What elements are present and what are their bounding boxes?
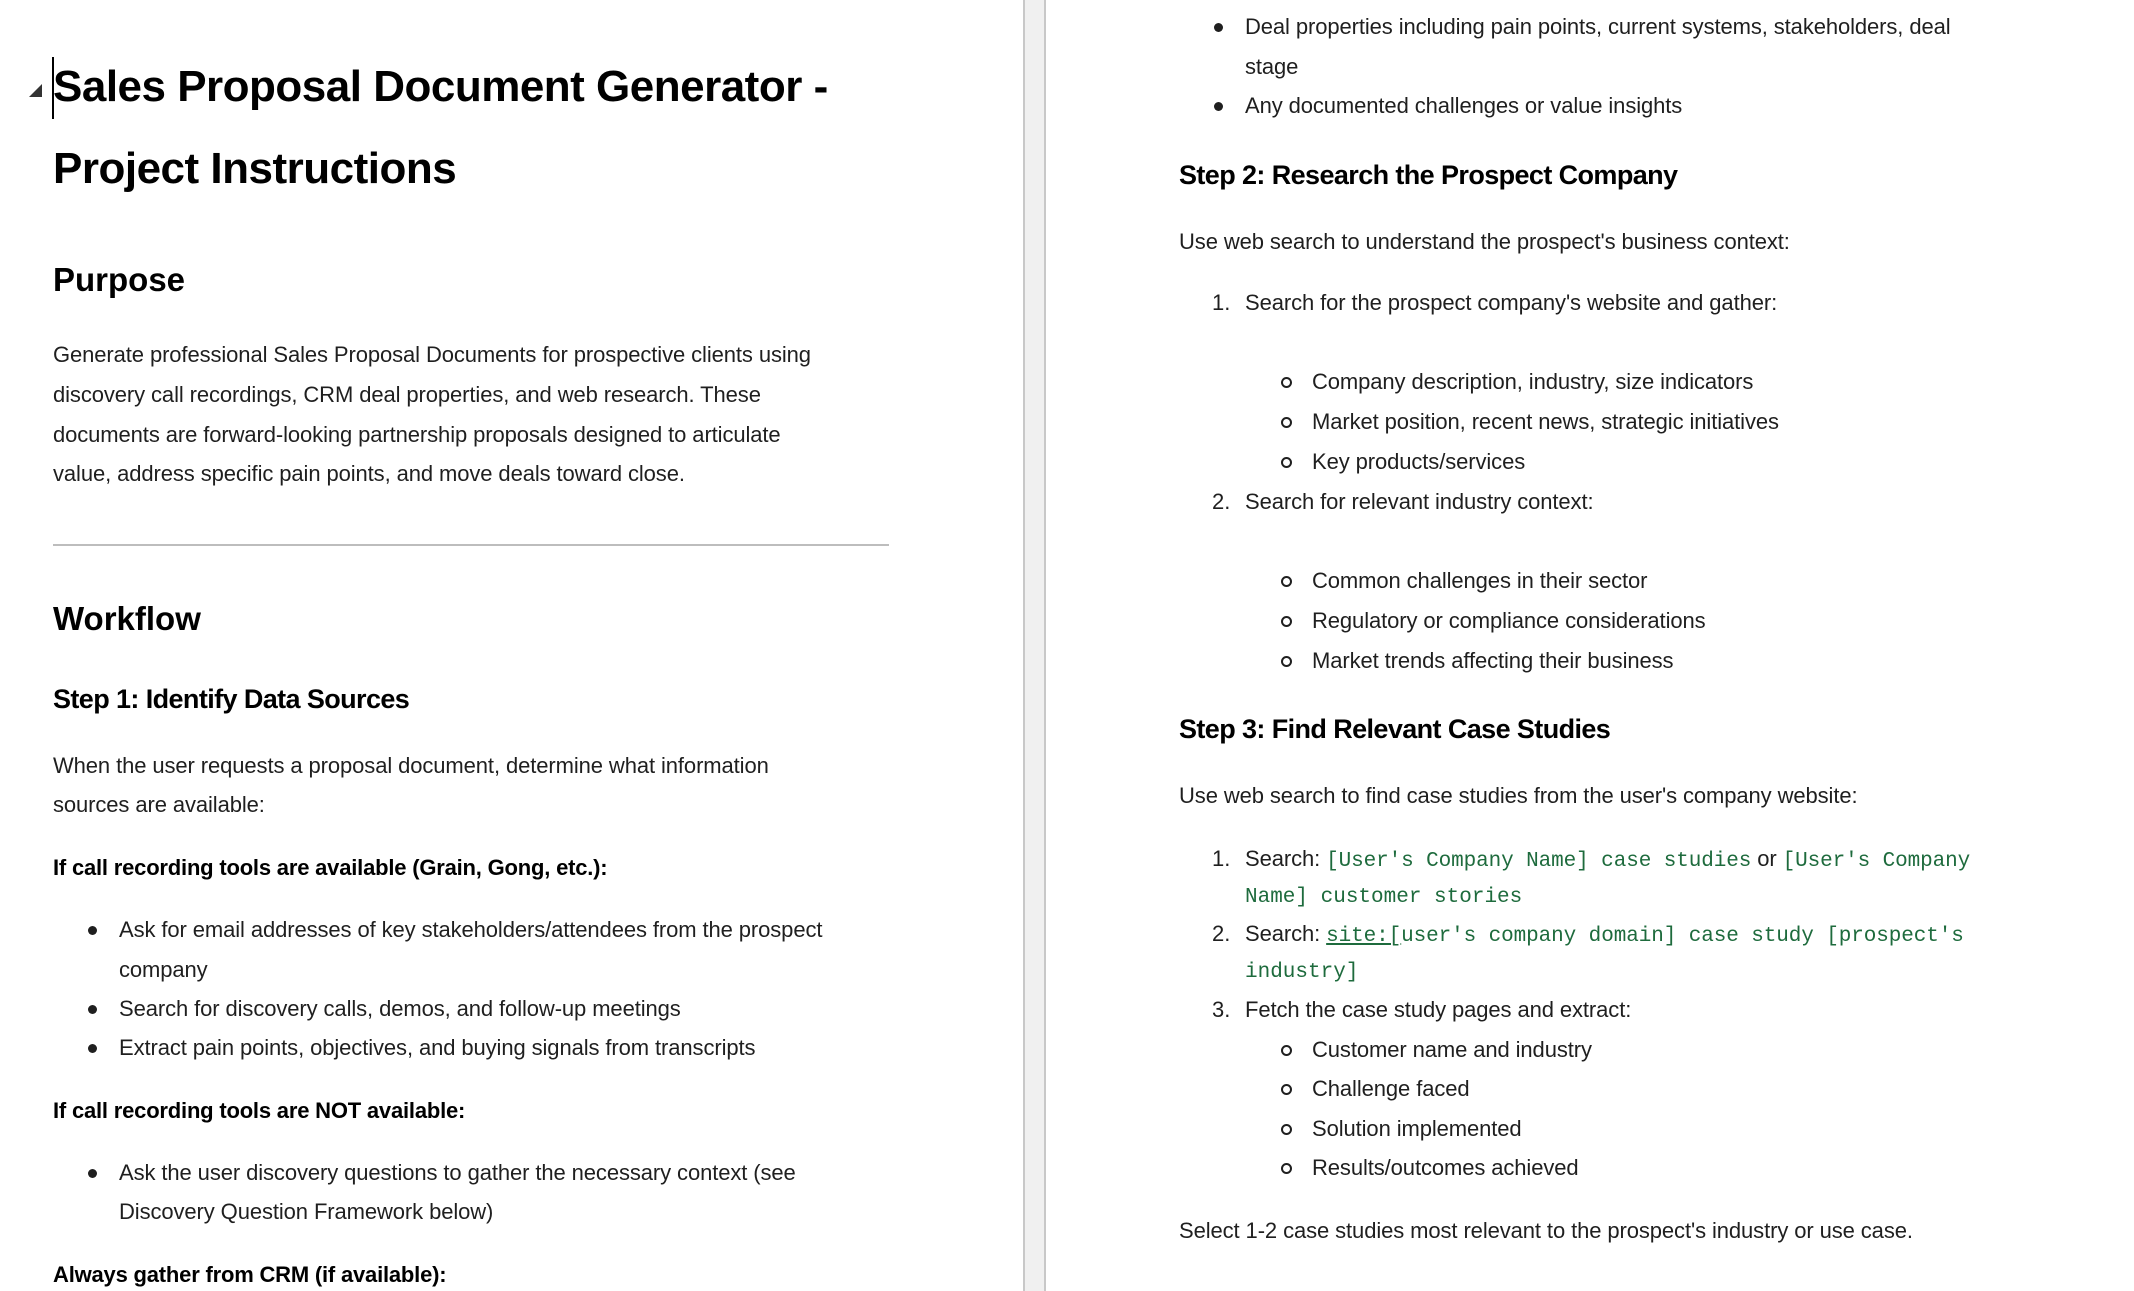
list-item: Ask the user discovery questions to gather the necessary context (see [119,1160,796,1185]
list-number: 1. [1212,846,1231,871]
list-item: Any documented challenges or value insights [1245,93,1683,118]
circle-bullet-icon [1281,1124,1292,1135]
list-item-continuation: Discovery Question Framework below) [119,1199,494,1224]
list-number: 2. [1212,489,1231,514]
document-page-right [1046,0,2134,1291]
bullet-icon [1214,23,1223,32]
purpose-heading: Purpose [53,261,186,298]
purpose-line: documents are forward-looking partnership proposals designed to articulate [53,422,781,447]
code-span: user's company domain] case study [prospect's [1401,925,1964,948]
code-span-continuation: industry] [1245,961,1359,984]
step1-intro-line: When the user requests a proposal document, determine what information [53,753,769,778]
circle-bullet-icon [1281,457,1292,468]
list-item: Search for discovery calls, demos, and follow-up meetings [119,996,681,1021]
sub-list-item: Market trends affecting their business [1312,648,1674,673]
circle-bullet-icon [1281,417,1292,428]
doc-title-line2: Project Instructions [53,144,457,193]
sub-list-item: Solution implemented [1312,1116,1522,1141]
code-span: [User's Company Name] case studies [1326,850,1752,873]
list-item: Fetch the case study pages and extract: [1245,997,1632,1022]
step2-intro: Use web search to understand the prospect's business context: [1179,229,1790,254]
sub-list-item: Customer name and industry [1312,1037,1592,1062]
circle-bullet-icon [1281,1084,1292,1095]
list-item: Ask for email addresses of key stakeholders/attendees from the prospect [119,917,823,942]
step3-heading: Step 3: Find Relevant Case Studies [1179,714,1611,744]
doc-title-line1: Sales Proposal Document Generator - [53,62,828,111]
list-number: 2. [1212,921,1231,946]
sub-list-item: Regulatory or compliance considerations [1312,608,1706,633]
site-operator-link[interactable]: site:[ [1326,925,1402,948]
search-item-2 [1245,921,1964,948]
sub-list-item: Results/outcomes achieved [1312,1155,1579,1180]
bullet-icon [88,926,97,935]
call-tools-label: If call recording tools are available (Grain, Gong, etc.): [53,855,608,880]
horizontal-rule [53,544,889,546]
search-label: Search: [1245,846,1321,871]
sub-list-item: Common challenges in their sector [1312,568,1648,593]
list-item: Deal properties including pain points, current systems, stakeholders, deal [1245,14,1951,39]
step1-intro-line: sources are available: [53,792,265,817]
sub-list-item: Company description, industry, size indicators [1312,369,1754,394]
workflow-heading: Workflow [53,600,201,637]
list-item: Search for the prospect company's website and gather: [1245,290,1778,315]
circle-bullet-icon [1281,576,1292,587]
list-number: 3. [1212,997,1231,1022]
crm-label: Always gather from CRM (if available): [53,1262,447,1287]
bullet-icon [1214,102,1223,111]
bullet-icon [88,1044,97,1053]
circle-bullet-icon [1281,1163,1292,1174]
purpose-line: value, address specific pain points, and move deals toward close. [53,461,685,486]
document-page-left [0,0,1023,1291]
purpose-line: Generate professional Sales Proposal Documents for prospective clients using [53,342,811,367]
page-gutter [1023,0,1046,1291]
list-item: Extract pain points, objectives, and buying signals from transcripts [119,1035,756,1060]
circle-bullet-icon [1281,616,1292,627]
no-tools-label: If call recording tools are NOT available: [53,1098,466,1123]
step2-heading: Step 2: Research the Prospect Company [1179,160,1678,190]
or-text: or [1757,846,1777,871]
list-item: Search for relevant industry context: [1245,489,1594,514]
circle-bullet-icon [1281,377,1292,388]
list-item-continuation: company [119,957,208,982]
purpose-line: discovery call recordings, CRM deal properties, and web research. These [53,382,761,407]
list-number: 1. [1212,290,1231,315]
bullet-icon [88,1005,97,1014]
search-item-1 [1245,846,1970,873]
step3-intro: Use web search to find case studies from the user's company website: [1179,783,1858,808]
sub-list-item: Market position, recent news, strategic initiatives [1312,409,1779,434]
sub-list-item: Challenge faced [1312,1076,1470,1101]
circle-bullet-icon [1281,1045,1292,1056]
circle-bullet-icon [1281,656,1292,667]
code-span-continuation: Name] customer stories [1245,886,1523,909]
code-span: [User's Company [1782,850,1971,873]
bullet-icon [88,1169,97,1178]
list-item-continuation: stage [1245,54,1299,79]
search-label: Search: [1245,921,1321,946]
step3-closing: Select 1-2 case studies most relevant to the prospect's industry or use case. [1179,1218,1913,1243]
sub-list-item: Key products/services [1312,449,1526,474]
step1-heading: Step 1: Identify Data Sources [53,684,410,714]
collapse-triangle-icon[interactable] [29,84,42,97]
